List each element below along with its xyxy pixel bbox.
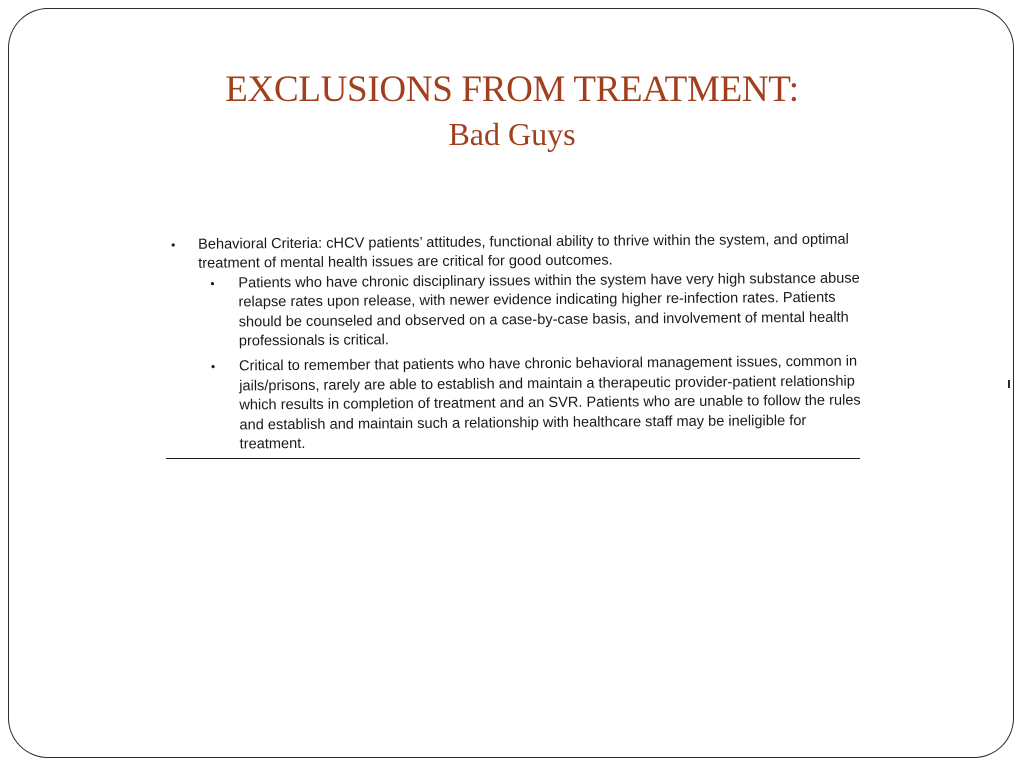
slide-subtitle: Bad Guys	[448, 116, 576, 152]
bullet-icon: •	[210, 360, 216, 375]
frame-notch	[1008, 380, 1010, 388]
sub-bullet-item	[199, 353, 862, 455]
main-bullet-item	[166, 231, 862, 456]
scanned-text-image	[166, 231, 862, 462]
bullet-icon: •	[210, 276, 215, 291]
bullet-list	[166, 231, 862, 456]
sub-bullet-text: Patients who have chronic disciplinary issues within the system have very high substance abuse relapse rates upon release, with newer evidence indicating higher re-infection rates. Patients should be counseled and observed on a case-by-case basis, and involvement of mental health professionals is critical.	[238, 270, 860, 350]
main-bullet-text: Behavioral Criteria: cHCV patients’ attitudes, functional ability to thrive within the system, and optimal treatment of mental health issues are critical for good outcomes.	[198, 231, 849, 273]
bullet-icon: •	[171, 237, 176, 252]
horizontal-rule	[166, 458, 860, 459]
sub-bullet-item	[198, 269, 861, 352]
title-block	[0, 68, 1024, 156]
sub-bullet-text: Critical to remember that patients who have chronic behavioral management issues, common in jails/prisons, rarely are able to establish and maintain a therapeutic provider-patient relationship which results in completion of treatment and an SVR. Patients who are unable to follow the rules and establish and maintain such a relationship with healthcare staff may be ineligible for treatment.	[238, 354, 861, 453]
slide-title: EXCLUSIONS FROM TREATMENT:	[225, 69, 799, 110]
sub-bullet-list	[198, 269, 861, 455]
